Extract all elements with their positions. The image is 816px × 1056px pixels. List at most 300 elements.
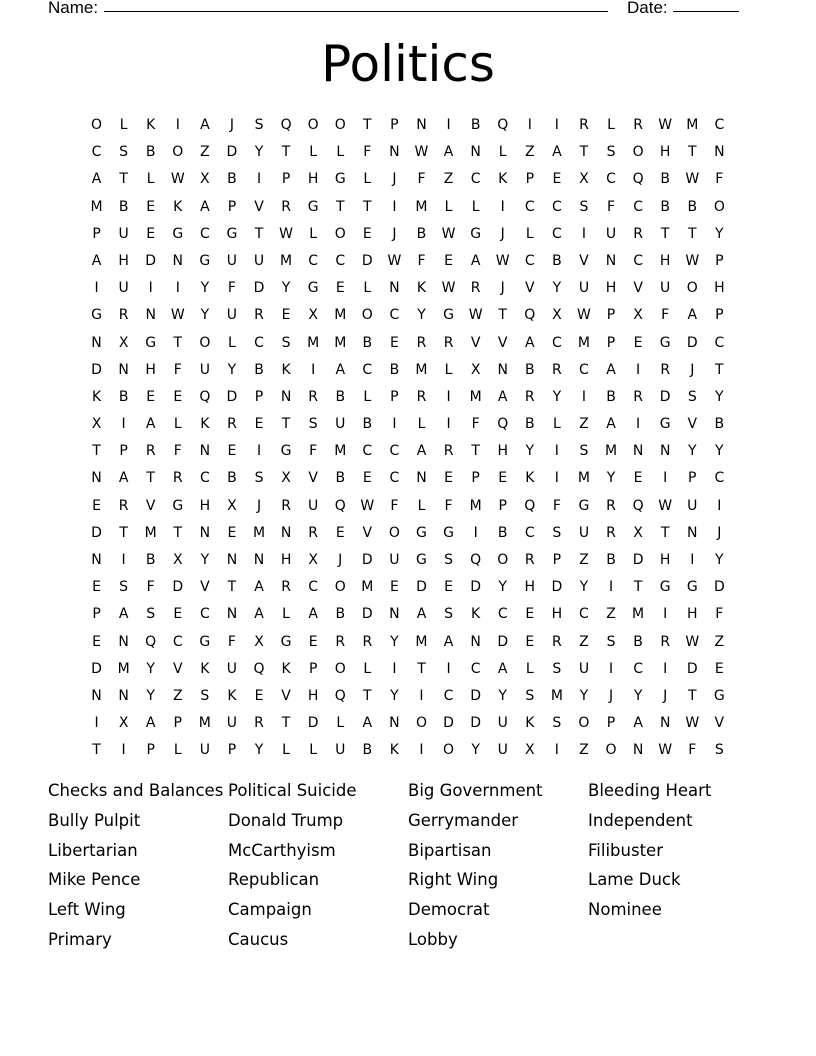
grid-letter[interactable]: Z — [443, 171, 454, 188]
grid-letter[interactable]: U — [660, 280, 671, 297]
grid-letter[interactable]: X — [227, 497, 237, 514]
grid-letter[interactable]: C — [362, 361, 373, 378]
grid-letter[interactable]: C — [389, 470, 400, 487]
grid-letter[interactable]: B — [497, 524, 508, 541]
grid-letter[interactable]: P — [281, 171, 291, 188]
grid-letter[interactable]: Y — [715, 225, 724, 242]
grid-letter[interactable]: A — [416, 443, 427, 460]
grid-letter[interactable]: E — [335, 280, 345, 297]
grid-letter[interactable]: R — [443, 334, 454, 351]
grid-letter[interactable]: M — [144, 524, 157, 541]
grid-letter[interactable]: X — [552, 307, 562, 324]
grid-letter[interactable]: Y — [498, 579, 507, 596]
grid-letter[interactable]: G — [280, 443, 292, 460]
grid-letter[interactable]: N — [389, 144, 400, 161]
grid-letter[interactable]: F — [715, 171, 724, 188]
grid-letter[interactable]: S — [552, 524, 562, 541]
grid-letter[interactable]: R — [524, 552, 535, 568]
grid-letter[interactable]: N — [416, 470, 427, 487]
grid-letter[interactable]: D — [91, 361, 102, 378]
grid-letter[interactable]: L — [525, 660, 534, 677]
grid-letter[interactable]: R — [145, 443, 156, 460]
grid-letter[interactable]: C — [199, 225, 210, 242]
grid-letter[interactable]: C — [199, 606, 210, 623]
grid-letter[interactable]: G — [713, 687, 725, 704]
grid-letter[interactable]: J — [392, 171, 397, 188]
grid-letter[interactable]: R — [227, 416, 237, 433]
grid-letter[interactable]: M — [577, 470, 590, 487]
grid-letter[interactable]: C — [633, 198, 643, 215]
grid-letter[interactable]: I — [256, 443, 262, 460]
grid-letter[interactable]: R — [172, 470, 183, 487]
grid-letter[interactable]: D — [145, 252, 157, 269]
grid-letter[interactable]: H — [524, 579, 536, 596]
grid-letter[interactable]: I — [94, 280, 99, 297]
grid-letter[interactable]: B — [227, 171, 237, 188]
grid-letter[interactable]: Q — [145, 633, 157, 650]
grid-letter[interactable]: H — [199, 497, 211, 514]
grid-letter[interactable]: Q — [497, 416, 509, 433]
grid-letter[interactable]: T — [687, 225, 697, 242]
grid-letter[interactable]: I — [175, 280, 180, 297]
grid-letter[interactable]: B — [335, 388, 346, 405]
grid-letter[interactable]: P — [173, 715, 182, 732]
grid-letter[interactable]: P — [688, 470, 697, 487]
grid-letter[interactable]: E — [633, 334, 643, 351]
grid-letter[interactable]: F — [363, 144, 372, 161]
grid-letter[interactable]: I — [581, 225, 587, 242]
grid-letter[interactable]: M — [632, 606, 645, 623]
grid-letter[interactable]: R — [118, 497, 129, 514]
grid-letter[interactable]: I — [554, 443, 559, 460]
grid-letter[interactable]: K — [227, 687, 237, 704]
grid-letter[interactable]: C — [254, 334, 264, 351]
grid-letter[interactable]: N — [497, 361, 508, 378]
grid-letter[interactable]: B — [389, 361, 400, 378]
grid-letter[interactable]: B — [254, 361, 264, 378]
grid-letter[interactable]: V — [145, 497, 156, 514]
grid-letter[interactable]: W — [170, 307, 185, 324]
grid-letter[interactable]: Q — [632, 171, 644, 188]
grid-letter[interactable]: D — [361, 552, 373, 568]
grid-letter[interactable]: B — [606, 388, 616, 405]
grid-letter[interactable]: H — [280, 552, 292, 568]
grid-letter[interactable]: U — [605, 225, 617, 242]
grid-letter[interactable]: M — [361, 579, 374, 596]
grid-letter[interactable]: J — [229, 117, 234, 133]
grid-letter[interactable]: Y — [579, 687, 589, 704]
grid-letter[interactable]: S — [281, 334, 291, 351]
grid-letter[interactable]: D — [497, 633, 509, 650]
grid-letter[interactable]: V — [308, 470, 318, 487]
grid-letter[interactable]: C — [714, 470, 725, 487]
grid-letter[interactable]: J — [663, 687, 668, 704]
grid-letter[interactable]: L — [309, 225, 318, 242]
grid-letter[interactable]: G — [199, 252, 211, 269]
grid-letter[interactable]: G — [172, 225, 184, 242]
grid-letter[interactable]: J — [690, 361, 695, 378]
grid-letter[interactable]: Y — [200, 307, 210, 324]
grid-letter[interactable]: H — [497, 443, 508, 460]
grid-letter[interactable]: T — [92, 443, 101, 460]
grid-letter[interactable]: B — [633, 633, 643, 650]
grid-letter[interactable]: E — [552, 171, 562, 188]
grid-letter[interactable]: O — [199, 334, 211, 351]
grid-letter[interactable]: A — [497, 388, 508, 405]
grid-letter[interactable]: M — [469, 497, 482, 514]
grid-letter[interactable]: R — [633, 117, 643, 133]
grid-letter[interactable]: G — [686, 579, 698, 596]
grid-letter[interactable]: X — [281, 470, 291, 487]
grid-letter[interactable]: I — [527, 117, 532, 133]
grid-letter[interactable]: A — [416, 606, 427, 623]
grid-letter[interactable]: E — [146, 388, 156, 405]
grid-letter[interactable]: Z — [579, 742, 589, 759]
grid-letter[interactable]: T — [687, 687, 697, 704]
grid-letter[interactable]: R — [254, 307, 264, 324]
grid-letter[interactable]: Y — [254, 144, 264, 161]
grid-letter[interactable]: E — [146, 198, 156, 215]
grid-letter[interactable]: N — [145, 307, 156, 324]
grid-letter[interactable]: S — [146, 606, 156, 623]
grid-letter[interactable]: T — [281, 416, 291, 433]
grid-letter[interactable]: O — [334, 579, 346, 596]
grid-letter[interactable]: R — [579, 117, 589, 133]
grid-letter[interactable]: C — [389, 443, 400, 460]
grid-letter[interactable]: L — [309, 742, 318, 759]
grid-letter[interactable]: R — [281, 497, 291, 514]
grid-letter[interactable]: C — [579, 606, 589, 623]
grid-letter[interactable]: B — [714, 416, 725, 433]
grid-letter[interactable]: L — [363, 388, 372, 405]
grid-letter[interactable]: R — [118, 307, 129, 324]
grid-letter[interactable]: G — [443, 307, 454, 324]
grid-letter[interactable]: L — [282, 606, 290, 623]
grid-letter[interactable]: E — [362, 470, 372, 487]
grid-letter[interactable]: E — [444, 470, 453, 487]
grid-letter[interactable]: W — [360, 497, 375, 514]
grid-letter[interactable]: F — [471, 416, 480, 433]
grid-letter[interactable]: I — [446, 660, 451, 677]
grid-letter[interactable]: I — [663, 606, 668, 623]
grid-letter[interactable]: F — [661, 307, 670, 324]
grid-letter[interactable]: I — [392, 660, 397, 677]
grid-letter[interactable]: D — [307, 715, 319, 732]
grid-letter[interactable]: A — [497, 660, 508, 677]
grid-letter[interactable]: D — [416, 579, 427, 596]
grid-letter[interactable]: T — [119, 524, 128, 541]
grid-letter[interactable]: Q — [497, 117, 509, 133]
grid-letter[interactable]: S — [444, 552, 453, 568]
grid-letter[interactable]: R — [660, 361, 671, 378]
grid-letter[interactable]: W — [495, 252, 510, 269]
grid-letter[interactable]: T — [281, 715, 291, 732]
grid-letter[interactable]: N — [470, 144, 481, 161]
grid-letter[interactable]: Y — [498, 687, 507, 704]
grid-letter[interactable]: F — [227, 633, 236, 650]
grid-letter[interactable]: D — [686, 660, 698, 677]
grid-letter[interactable]: L — [173, 416, 182, 433]
grid-letter[interactable]: A — [525, 334, 535, 351]
grid-letter[interactable]: C — [606, 171, 616, 188]
grid-letter[interactable]: Y — [715, 388, 724, 405]
grid-letter[interactable]: P — [606, 334, 616, 351]
grid-letter[interactable]: G — [659, 579, 671, 596]
grid-letter[interactable]: C — [714, 334, 725, 351]
grid-letter[interactable]: P — [119, 443, 128, 460]
grid-letter[interactable]: I — [94, 715, 99, 732]
grid-letter[interactable]: T — [417, 660, 426, 677]
grid-letter[interactable]: C — [551, 225, 562, 242]
grid-letter[interactable]: A — [362, 715, 373, 732]
grid-letter[interactable]: N — [632, 742, 644, 759]
grid-letter[interactable]: Q — [470, 552, 482, 568]
grid-letter[interactable]: P — [715, 252, 724, 269]
grid-letter[interactable]: X — [308, 552, 318, 568]
grid-letter[interactable]: S — [254, 470, 264, 487]
grid-letter[interactable]: J — [392, 225, 397, 242]
grid-letter[interactable]: L — [173, 742, 182, 759]
grid-letter[interactable]: B — [552, 252, 562, 269]
grid-letter[interactable]: U — [578, 524, 590, 541]
grid-letter[interactable]: D — [470, 579, 482, 596]
grid-letter[interactable]: A — [91, 252, 102, 269]
grid-letter[interactable]: C — [308, 252, 319, 269]
grid-letter[interactable]: B — [606, 552, 616, 568]
grid-letter[interactable]: W — [658, 117, 673, 133]
grid-letter[interactable]: V — [281, 687, 291, 704]
grid-letter[interactable]: Z — [579, 552, 589, 568]
grid-letter[interactable]: N — [172, 252, 184, 269]
grid-letter[interactable]: K — [389, 742, 399, 759]
grid-letter[interactable]: J — [608, 687, 614, 704]
grid-letter[interactable]: L — [552, 416, 561, 433]
grid-letter[interactable]: G — [416, 552, 427, 568]
grid-letter[interactable]: A — [145, 715, 156, 732]
grid-letter[interactable]: N — [470, 633, 481, 650]
grid-letter[interactable]: D — [172, 579, 184, 596]
grid-letter[interactable]: Y — [552, 280, 562, 297]
grid-letter[interactable]: K — [525, 715, 535, 732]
grid-letter[interactable]: N — [118, 361, 129, 378]
grid-letter[interactable]: G — [91, 307, 102, 324]
grid-letter[interactable]: N — [389, 606, 400, 623]
grid-letter[interactable]: V — [687, 416, 698, 433]
grid-letter[interactable]: L — [119, 117, 128, 133]
grid-letter[interactable]: U — [335, 742, 346, 759]
grid-letter[interactable]: P — [552, 552, 562, 568]
grid-letter[interactable]: K — [416, 280, 427, 297]
grid-letter[interactable]: P — [390, 388, 399, 405]
grid-letter[interactable]: D — [361, 252, 373, 269]
grid-letter[interactable]: U — [335, 416, 346, 433]
grid-letter[interactable]: U — [253, 252, 265, 269]
grid-letter[interactable]: T — [498, 307, 507, 324]
grid-letter[interactable]: B — [362, 742, 373, 759]
grid-letter[interactable]: Y — [254, 742, 264, 759]
grid-letter[interactable]: V — [525, 280, 535, 297]
grid-letter[interactable]: F — [173, 361, 182, 378]
grid-letter[interactable]: E — [335, 524, 345, 541]
grid-letter[interactable]: G — [307, 198, 319, 215]
grid-letter[interactable]: W — [387, 252, 402, 269]
grid-letter[interactable]: A — [91, 171, 102, 188]
grid-letter[interactable]: B — [524, 361, 535, 378]
grid-letter[interactable]: W — [658, 742, 673, 759]
grid-letter[interactable]: G — [659, 416, 671, 433]
grid-letter[interactable]: W — [468, 307, 483, 324]
grid-letter[interactable]: T — [363, 198, 372, 215]
grid-letter[interactable]: T — [715, 361, 724, 378]
grid-letter[interactable]: V — [497, 334, 508, 351]
grid-letter[interactable]: D — [361, 606, 373, 623]
grid-letter[interactable]: R — [308, 388, 319, 405]
grid-letter[interactable]: W — [279, 225, 293, 242]
grid-letter[interactable]: M — [415, 633, 428, 650]
grid-letter[interactable]: C — [389, 307, 400, 324]
grid-letter[interactable]: B — [416, 225, 427, 242]
grid-letter[interactable]: O — [388, 524, 400, 541]
grid-letter[interactable]: D — [470, 687, 482, 704]
grid-letter[interactable]: X — [91, 416, 102, 433]
grid-letter[interactable]: M — [415, 361, 428, 378]
grid-letter[interactable]: C — [633, 252, 643, 269]
grid-letter[interactable]: B — [118, 388, 129, 405]
grid-letter[interactable]: C — [172, 633, 183, 650]
grid-letter[interactable]: N — [280, 388, 292, 405]
grid-letter[interactable]: Y — [525, 443, 535, 460]
grid-letter[interactable]: T — [335, 198, 345, 215]
grid-letter[interactable]: K — [498, 171, 508, 188]
grid-letter[interactable]: A — [254, 606, 264, 623]
grid-letter[interactable]: W — [441, 225, 456, 242]
grid-letter[interactable]: X — [524, 742, 535, 759]
grid-letter[interactable]: R — [606, 497, 616, 514]
grid-letter[interactable]: P — [390, 117, 399, 133]
grid-letter[interactable]: W — [170, 171, 185, 188]
grid-letter[interactable]: G — [145, 334, 157, 351]
grid-letter[interactable]: T — [660, 225, 670, 242]
grid-letter[interactable]: P — [227, 742, 237, 759]
grid-letter[interactable]: W — [414, 144, 429, 161]
grid-letter[interactable]: M — [604, 443, 618, 460]
grid-letter[interactable]: F — [390, 497, 399, 514]
grid-letter[interactable]: N — [91, 470, 102, 487]
grid-letter[interactable]: E — [173, 606, 183, 623]
grid-letter[interactable]: X — [118, 334, 129, 351]
grid-letter[interactable]: S — [606, 633, 616, 650]
grid-letter[interactable]: I — [663, 660, 668, 677]
grid-letter[interactable]: X — [118, 715, 129, 732]
grid-letter[interactable]: K — [173, 198, 183, 215]
grid-letter[interactable]: S — [714, 742, 724, 759]
grid-letter[interactable]: I — [473, 524, 478, 541]
grid-letter[interactable]: L — [228, 334, 236, 351]
grid-letter[interactable]: K — [525, 470, 535, 487]
grid-letter[interactable]: V — [254, 198, 264, 215]
grid-letter[interactable]: T — [579, 144, 589, 161]
grid-letter[interactable]: H — [659, 144, 671, 161]
grid-letter[interactable]: E — [389, 334, 399, 351]
grid-letter[interactable]: E — [227, 443, 237, 460]
grid-letter[interactable]: O — [713, 198, 725, 215]
grid-letter[interactable]: O — [334, 117, 346, 133]
grid-letter[interactable]: B — [524, 416, 535, 433]
grid-letter[interactable]: Z — [579, 633, 589, 650]
grid-letter[interactable]: H — [686, 606, 698, 623]
grid-letter[interactable]: L — [282, 742, 290, 759]
grid-letter[interactable]: Y — [227, 361, 237, 378]
grid-letter[interactable]: I — [690, 552, 695, 568]
grid-letter[interactable]: V — [172, 660, 183, 677]
grid-letter[interactable]: Y — [715, 552, 724, 568]
grid-letter[interactable]: H — [118, 252, 129, 269]
grid-letter[interactable]: N — [659, 443, 671, 460]
grid-letter[interactable]: Q — [280, 117, 292, 133]
grid-letter[interactable]: I — [256, 171, 262, 188]
grid-letter[interactable]: N — [118, 687, 129, 704]
grid-letter[interactable]: N — [91, 687, 102, 704]
grid-letter[interactable]: I — [500, 198, 505, 215]
grid-letter[interactable]: C — [497, 606, 508, 623]
grid-letter[interactable]: X — [172, 552, 183, 568]
grid-letter[interactable]: S — [308, 416, 318, 433]
grid-letter[interactable]: C — [524, 524, 535, 541]
grid-letter[interactable]: R — [552, 633, 562, 650]
grid-letter[interactable]: I — [554, 742, 559, 759]
grid-letter[interactable]: H — [659, 552, 671, 568]
grid-letter[interactable]: G — [280, 633, 292, 650]
grid-letter[interactable]: N — [659, 715, 671, 732]
grid-letter[interactable]: I — [608, 579, 614, 596]
grid-letter[interactable]: B — [145, 552, 156, 568]
grid-letter[interactable]: Q — [524, 497, 536, 514]
grid-letter[interactable]: U — [497, 742, 508, 759]
grid-letter[interactable]: P — [227, 198, 237, 215]
grid-letter[interactable]: U — [308, 497, 319, 514]
grid-letter[interactable]: R — [524, 388, 535, 405]
grid-letter[interactable]: L — [309, 144, 318, 161]
grid-letter[interactable]: J — [256, 497, 262, 514]
grid-letter[interactable]: Y — [687, 443, 697, 460]
grid-letter[interactable]: T — [471, 443, 480, 460]
grid-letter[interactable]: D — [713, 579, 725, 596]
grid-letter[interactable]: I — [608, 660, 614, 677]
grid-letter[interactable]: H — [605, 280, 617, 297]
grid-letter[interactable]: A — [443, 144, 454, 161]
grid-letter[interactable]: N — [199, 443, 211, 460]
grid-letter[interactable]: W — [658, 497, 673, 514]
grid-letter[interactable]: U — [199, 742, 210, 759]
grid-letter[interactable]: E — [308, 633, 318, 650]
grid-letter[interactable]: A — [200, 198, 210, 215]
grid-letter[interactable]: O — [91, 117, 103, 133]
grid-letter[interactable]: I — [717, 497, 722, 514]
grid-letter[interactable]: D — [686, 334, 698, 351]
grid-letter[interactable]: U — [578, 660, 590, 677]
grid-letter[interactable]: E — [525, 633, 535, 650]
grid-letter[interactable]: M — [415, 198, 428, 215]
grid-letter[interactable]: N — [416, 117, 427, 133]
grid-letter[interactable]: Z — [579, 416, 589, 433]
grid-letter[interactable]: I — [121, 552, 126, 568]
grid-letter[interactable]: W — [441, 280, 456, 297]
grid-letter[interactable]: N — [226, 606, 238, 623]
grid-letter[interactable]: D — [551, 579, 563, 596]
grid-letter[interactable]: F — [417, 171, 426, 188]
grid-letter[interactable]: S — [200, 687, 210, 704]
grid-letter[interactable]: Y — [715, 443, 724, 460]
